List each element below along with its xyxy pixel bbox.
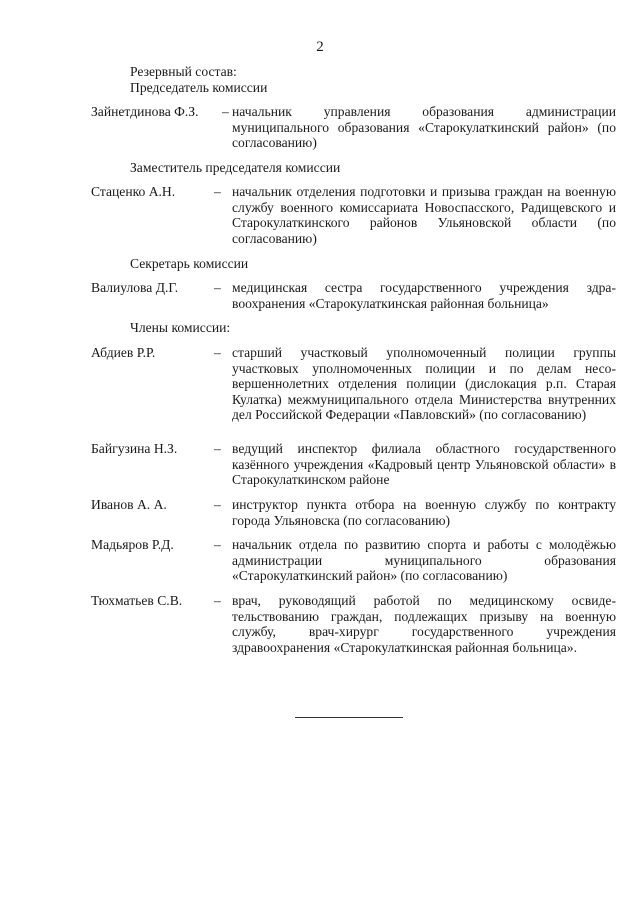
member-entry-deputy (91, 184, 616, 246)
section-heading-members: Члены комиссии: (130, 320, 231, 335)
member-name: Абдиев Р.Р. (91, 345, 156, 360)
member-name: Стаценко А.Н. (91, 184, 176, 199)
dash: – (214, 441, 221, 456)
member-name: Валиулова Д.Г. (91, 280, 179, 295)
section-heading-chair: Председатель комиссии (130, 80, 268, 95)
dash: – (214, 280, 221, 295)
end-rule (295, 717, 403, 718)
page-number: 2 (316, 39, 324, 55)
member-entry (91, 345, 616, 423)
member-entry-secretary (91, 280, 616, 311)
member-description: ведущий инспектор филиала областного государственного казённого учреждения «Кадровый центр Ульяновской области» в Старокулаткинском районе (232, 441, 616, 488)
member-entry (91, 593, 616, 655)
dash: – (214, 184, 221, 199)
member-name: Мадьяров Р.Д. (91, 537, 174, 552)
member-description: врач, руководящий работой по медицинскому освидетельствованию граждан, подлежащих призыву на военную службу, врач-хирург государственного учреждения здравоохранения «Старокулаткинская районная больница». (232, 593, 616, 655)
member-description: медицинская сестра государственного учреждения здравоохранения «Старокулаткинская районная больница» (232, 280, 616, 311)
dash: – (214, 345, 221, 360)
member-entry (91, 537, 616, 584)
member-description: старший участковый уполномоченный полиции группы участковых уполномоченных полиции и по делам несовершеннолетних отделения полиции (дислокация р.п. Старая Кулатка) межмуниципального отдела Министерства внутренних дел Российской Федерации «Павловский» (по согласованию) (232, 345, 616, 423)
member-name: Байгузина Н.З. (91, 441, 178, 456)
member-description: начальник отдела по развитию спорта и работы с молодёжью администрации муниципального образования «Старокулаткинский район» (по согласованию) (232, 537, 616, 584)
dash: – (222, 104, 229, 119)
dash: – (214, 497, 221, 512)
dash: – (214, 537, 221, 552)
member-entry-chair (91, 104, 616, 151)
member-name: Тюхматьев С.В. (91, 593, 183, 608)
section-heading-secretary: Секретарь комиссии (130, 256, 249, 271)
reserve-heading: Резервный состав: (130, 64, 237, 79)
dash: – (214, 593, 221, 608)
member-entry (91, 441, 616, 488)
member-description: начальник управления образования администрации муниципального образования «Старокулаткинский район» (по согласованию) (232, 104, 616, 151)
member-name: Иванов А. А. (91, 497, 167, 512)
section-heading-deputy: Заместитель председателя комиссии (130, 160, 341, 175)
member-description: начальник отделения подготовки и призыва граждан на военную службу военного комиссариата Новоспасского, Радищевского и Старокулаткинского районов Ульяновской области (по согласованию) (232, 184, 616, 246)
member-description: инструктор пункта отбора на военную службу по контракту города Ульяновска (по согласованию) (232, 497, 616, 528)
member-name: Зайнетдинова Ф.З. (91, 104, 199, 119)
member-entry (91, 497, 616, 528)
